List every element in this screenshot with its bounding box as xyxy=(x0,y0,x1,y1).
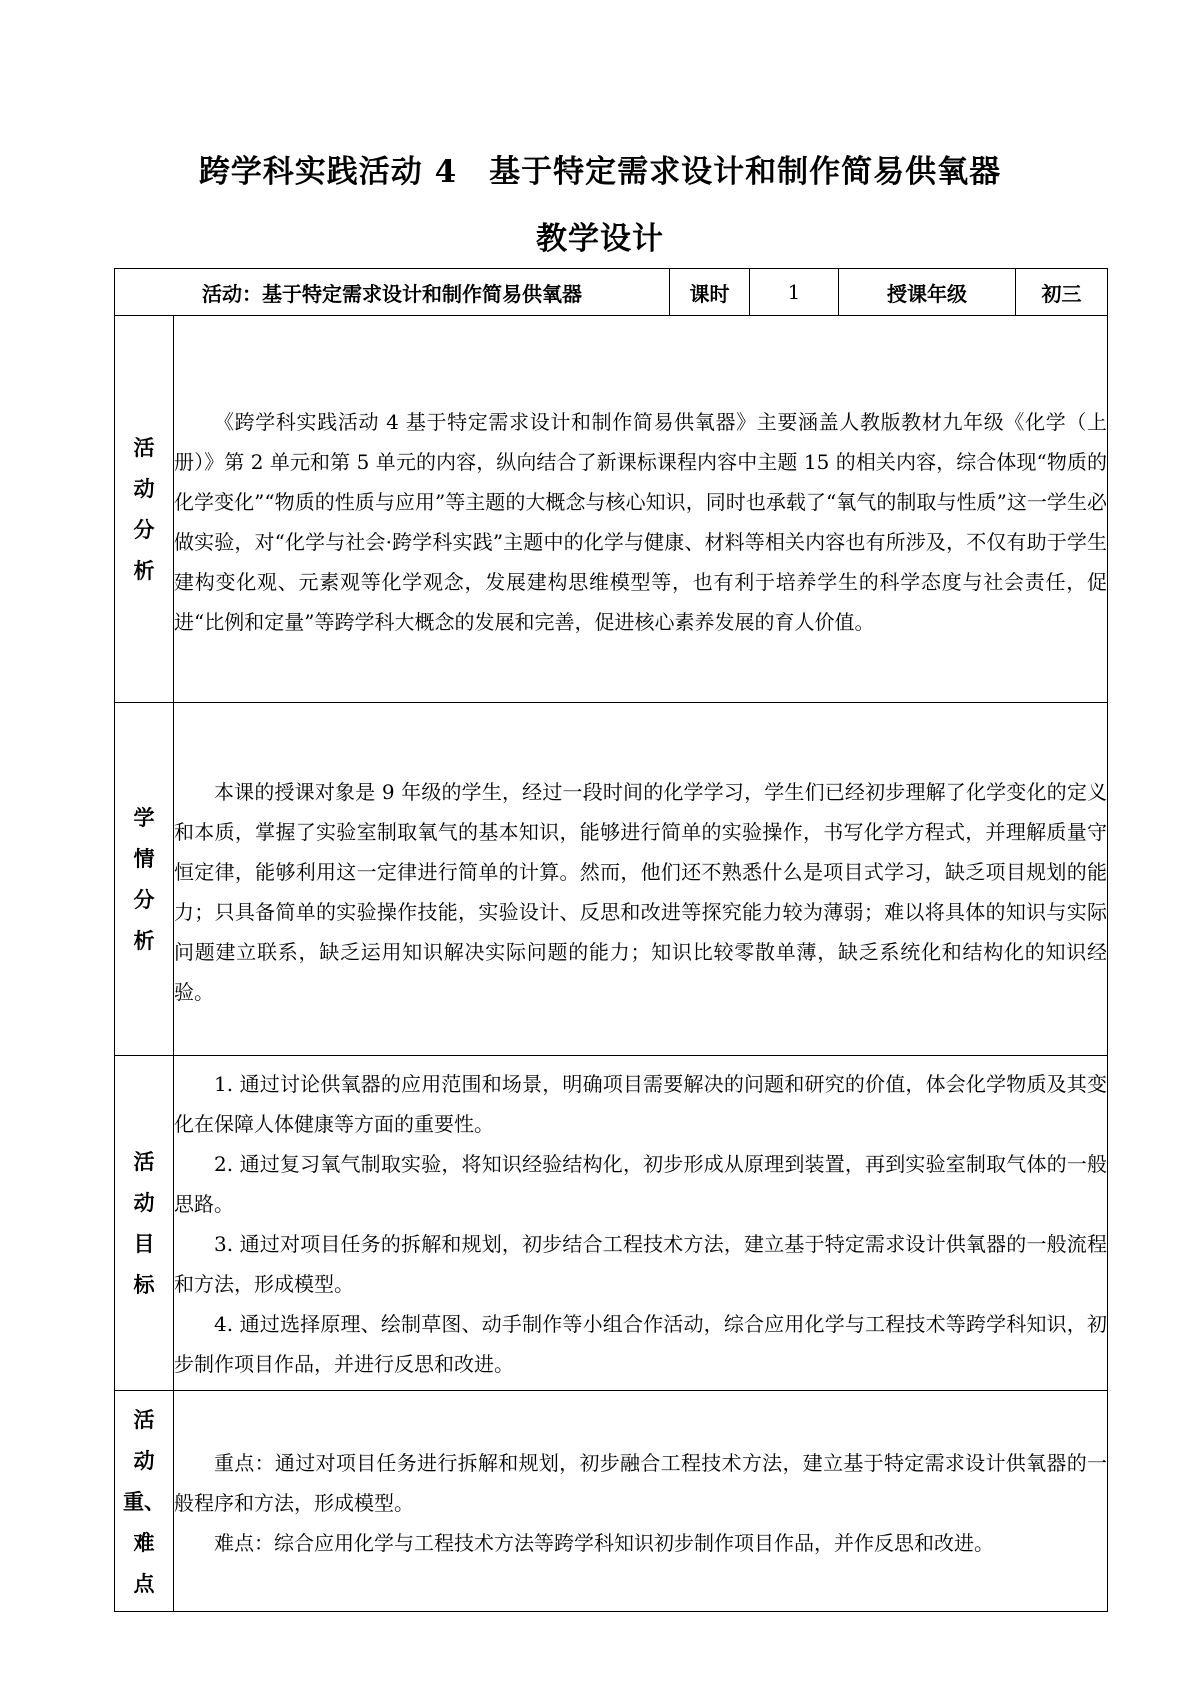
student-analysis-row xyxy=(115,703,1108,1056)
activity-analysis-label: 活 动 分 析 xyxy=(115,316,174,703)
objective-item: 2. 通过复习氧气制取实验，将知识经验结构化，初步形成从原理到装置，再到实验室制取气体的一般思路。 xyxy=(174,1152,1107,1216)
period-value-cell: 1 xyxy=(750,269,839,316)
period-label-cell: 课时 xyxy=(670,269,750,316)
activity-objectives-content xyxy=(174,1056,1108,1391)
document-subtitle: 教学设计 xyxy=(536,221,664,257)
header-row xyxy=(115,269,1108,316)
objective-item: 1. 通过讨论供氧器的应用范围和场景，明确项目需要解决的问题和研究的价值，体会化学物质及其变化在保障人体健康等方面的重要性。 xyxy=(174,1072,1107,1136)
difficult-point: 难点：综合应用化学与工程技术方法等跨学科知识初步制作项目作品，并作反思和改进。 xyxy=(214,1531,994,1555)
activity-objectives-row xyxy=(115,1056,1108,1391)
student-analysis-content xyxy=(174,703,1108,1056)
key-difficult-points-content xyxy=(174,1391,1108,1612)
grade-value-cell: 初三 xyxy=(1016,269,1108,316)
activity-objectives-label: 活 动 目 标 xyxy=(115,1056,174,1391)
activity-analysis-content xyxy=(174,316,1108,703)
objective-item: 4. 通过选择原理、绘制草图、动手制作等小组合作活动，综合应用化学与工程技术等跨学科知识，初步制作项目作品，并进行反思和改进。 xyxy=(174,1312,1107,1376)
key-point: 重点：通过对项目任务进行拆解和规划，初步融合工程技术方法，建立基于特定需求设计供氧器的一般程序和方法，形成模型。 xyxy=(174,1451,1107,1515)
teaching-design-table xyxy=(114,268,1108,1612)
paragraph: 《跨学科实践活动 4 基于特定需求设计和制作简易供氧器》主要涵盖人教版教材九年级《化学（上册）》第 2 单元和第 5 单元的内容，纵向结合了新课标课程内容中主题 15 的相关内容，综合体现“物质的化学变化”“物质的性质与应用”等主题的大概念与核心知识，同时也承载了“氧气的制取与性质”这一学生必做实验，对“化学与社会·跨学科实践”主题中的化学与健康、材料等相关内容也有所涉及，不仅有助于学生建构变化观、元素观等化学观念，发展建构思维模型等，也有利于培养学生的科学态度与社会责任，促进“比例和定量”等跨学科大概念的发展和完善，促进核心素养发展的育人价值。 xyxy=(174,410,1107,634)
key-difficult-points-label: 活 动 重、 难 点 xyxy=(115,1391,174,1612)
document-title: 跨学科实践活动 4 基于特定需求设计和制作简易供氧器 xyxy=(198,154,1002,190)
objective-item: 3. 通过对项目任务的拆解和规划，初步结合工程技术方法，建立基于特定需求设计供氧器的一般流程和方法，形成模型。 xyxy=(174,1232,1107,1296)
activity-analysis-row xyxy=(115,316,1108,703)
student-analysis-label: 学 情 分 析 xyxy=(115,703,174,1056)
paragraph: 本课的授课对象是 9 年级的学生，经过一段时间的化学学习，学生们已经初步理解了化学变化的定义和本质，掌握了实验室制取氧气的基本知识，能够进行简单的实验操作，书写化学方程式，并理解质量守恒定律，能够利用这一定律进行简单的计算。然而，他们还不熟悉什么是项目式学习，缺乏项目规划的能力；只具备简单的实验操作技能，实验设计、反思和改进等探究能力较为薄弱；难以将具体的知识与实际问题建立联系，缺乏运用知识解决实际问题的能力；知识比较零散单薄，缺乏系统化和结构化的知识经验。 xyxy=(174,780,1107,1004)
key-difficult-points-row xyxy=(115,1391,1108,1612)
activity-name-cell: 活动：基于特定需求设计和制作简易供氧器 xyxy=(115,269,670,316)
grade-label-cell: 授课年级 xyxy=(839,269,1016,316)
